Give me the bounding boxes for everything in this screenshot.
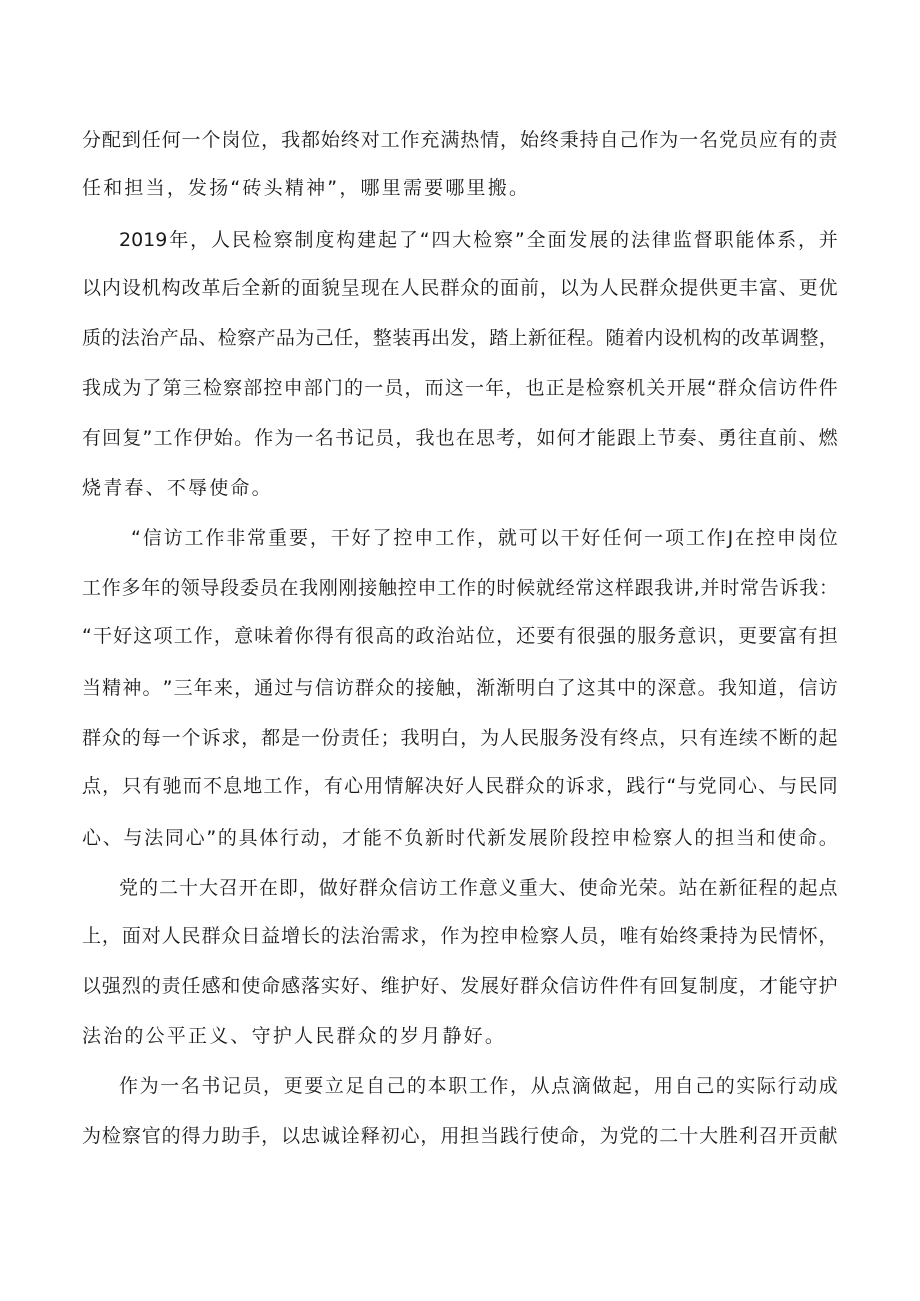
text-line: 点 ， 只 有 驰 而 不 息 地 工 作 ， 有 心 用 情 解 决 好 人 民 群 众 的 诉 求 ， 践 行 “ 与 党 同 心 、 与 民 同	[82, 775, 838, 797]
text-line: “ 信 访 工 作 非 常 重 要 ， 干 好 了 控 申 工 作 ， 就 可 以 干 好 任 何 一 项 工 作 J 在 控 申 岗 位	[131, 527, 838, 549]
text-line: 上 ， 面 对 人 民 群 众 日 益 增 长 的 法 治 需 求 ， 作 为 控 申 检 察 人 员 ， 唯 有 始 终 秉 持 为 民 情 怀 ，	[82, 925, 838, 947]
text-line: “ 干 好 这 项 工 作 ， 意 味 着 你 得 有 很 高 的 政 治 站 位 ， 还 要 有 很 强 的 服 务 意 识 ， 更 要 富 有 担	[82, 625, 838, 647]
text-line: 党 的 二 十 大 召 开 在 即 ， 做 好 群 众 信 访 工 作 意 义 重 大 、 使 命 光 荣 。 站 在 新 征 程 的 起 点	[119, 877, 838, 899]
text-line: 当 精 神 。 ” 三 年 来 ， 通 过 与 信 访 群 众 的 接 触 ， 渐 渐 明 白 了 这 其 中 的 深 意 。 我 知 道 ， 信 访	[82, 677, 838, 699]
text-line: 任 和 担 当 ， 发 扬 “ 砖 头 精 神 ” ， 哪 里 需 要 哪 里 搬 。	[82, 177, 531, 199]
text-line: 为 检 察 官 的 得 力 助 手 ， 以 忠 诚 诠 释 初 心 ， 用 担 当 践 行 使 命 ， 为 党 的 二 十 大 胜 利 召 开 贡 献	[82, 1125, 838, 1147]
text-line: 分 配 到 任 何 一 个 岗 位 ， 我 都 始 终 对 工 作 充 满 热 情 ， 始 终 秉 持 自 己 作 为 一 名 党 员 应 有 的 责	[82, 129, 838, 151]
text-line: 法 治 的 公 平 正 义 、 守 护 人 民 群 众 的 岁 月 静 好 。	[82, 1025, 507, 1047]
text-line: 作 为 一 名 书 记 员 ， 更 要 立 足 自 己 的 本 职 工 作 ， 从 点 滴 做 起 ， 用 自 己 的 实 际 行 动 成	[119, 1075, 838, 1097]
text-line: 烧 青 春 、 不 辱 使 命 。	[82, 477, 273, 499]
text-line: 有 回 复 ” 工 作 伊 始 。 作 为 一 名 书 记 员 ， 我 也 在 思 考 ， 如 何 才 能 跟 上 节 奏 、 勇 往 直 前 、 燃	[82, 427, 838, 449]
text-line: 心 、 与 法 同 心 ” 的 具 体 行 动 ， 才 能 不 负 新 时 代 新 发 展 阶 段 控 申 检 察 人 的 担 当 和 使 命 。	[82, 827, 838, 849]
text-line: 以 强 烈 的 责 任 感 和 使 命 感 落 实 好 、 维 护 好 、 发 展 好 群 众 信 访 件 件 有 回 复 制 度 ， 才 能 守 护	[82, 975, 838, 997]
text-line: 工 作 多 年 的 领 导 段 委 员 在 我 刚 刚 接 触 控 申 工 作 的 时 候 就 经 常 这 样 跟 我 讲 , 并 时 常 告 诉 我 ：	[82, 577, 838, 599]
text-line: 我 成 为 了 第 三 检 察 部 控 申 部 门 的 一 员 ， 而 这 一 年 ， 也 正 是 检 察 机 关 开 展 “ 群 众 信 访 件 件	[82, 377, 838, 399]
text-line: 群 众 的 每 一 个 诉 求 ， 都 是 一 份 责 任 ； 我 明 白 ， 为 人 民 服 务 没 有 终 点 ， 只 有 连 续 不 断 的 起	[82, 727, 838, 749]
text-line: 以 内 设 机 构 改 革 后 全 新 的 面 貌 呈 现 在 人 民 群 众 的 面 前 ， 以 为 人 民 群 众 提 供 更 丰 富 、 更 优	[82, 277, 838, 299]
text-line: 2019 年 ， 人 民 检 察 制 度 构 建 起 了 “ 四 大 检 察 ” 全 面 发 展 的 法 律 监 督 职 能 体 系 ， 并	[119, 229, 838, 251]
text-line: 质 的 法 治 产 品 、 检 察 产 品 为 己 任 ， 整 装 再 出 发 ， 踏 上 新 征 程 。 随 着 内 设 机 构 的 改 革 调 整 ，	[82, 327, 838, 349]
